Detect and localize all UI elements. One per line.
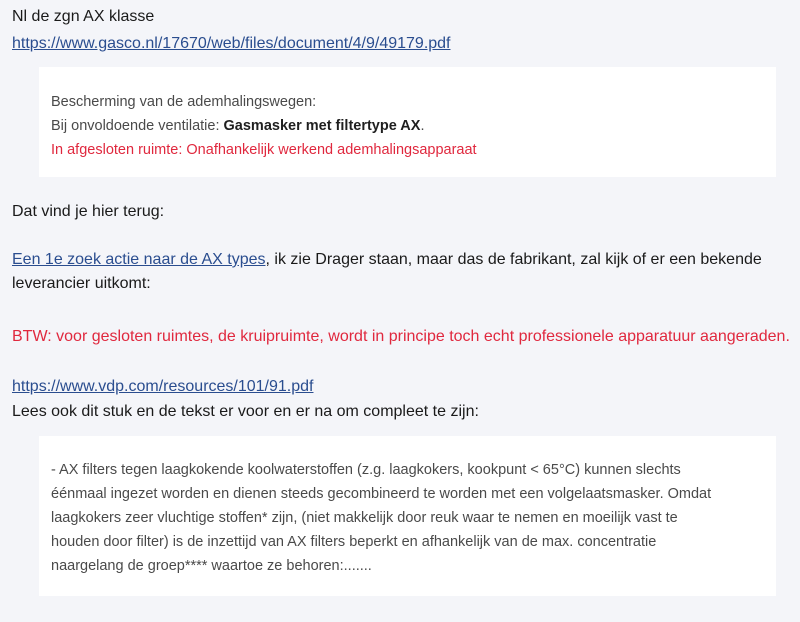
para-lees-ook: Lees ook dit stuk en de tekst er voor en er na om compleet te zijn: — [12, 403, 479, 420]
para-zoek-actie — [12, 248, 762, 272]
quote2-line: houden door filter) is de inzettijd van AX filters beperkt en afhankelijk van de max. concentratie — [51, 534, 657, 550]
quote-line-afgesloten-ruimte: In afgesloten ruimte: Onafhankelijk werkend ademhalingsapparaat — [51, 142, 477, 158]
intro-text: Nl de zgn AX klasse — [12, 8, 155, 25]
quote-block-gasco — [39, 67, 776, 177]
gasmasker-bold: Gasmasker met filtertype AX — [223, 118, 421, 134]
para-zoek-actie-line2: leverancier uitkomt: — [12, 275, 151, 292]
ventilatie-label: Bij onvoldoende ventilatie: — [51, 118, 224, 134]
quote-block-ax-filters — [39, 436, 776, 596]
zoek-actie-text: , ik zie Drager staan, maar das de fabrikant, zal kijk of er een bekende — [265, 251, 762, 268]
vdp-pdf-link[interactable]: https://www.vdp.com/resources/101/91.pdf — [12, 378, 314, 395]
btw-note: BTW: voor gesloten ruimtes, de kruipruimte, wordt in principe toch echt professionele apparatuur aangeraden. — [12, 328, 790, 345]
quote-line-bescherming: Bescherming van de ademhalingswegen: — [51, 94, 317, 110]
zoek-actie-link[interactable]: Een 1e zoek actie naar de AX types — [12, 251, 266, 268]
quote2-line: laagkokers zeer vluchtige stoffen* zijn, (niet makkelijk door reuk waar te nemen en moeilijk vast te — [51, 510, 678, 526]
quote2-line: naargelang de groep**** waartoe ze behoren:....... — [51, 558, 372, 574]
quote2-line: éénmaal ingezet worden en dienen steeds gecombineerd te worden met een volgelaatsmasker. Omdat — [51, 486, 712, 502]
quote-line-ventilatie — [51, 114, 776, 138]
gasco-pdf-link[interactable]: https://www.gasco.nl/17670/web/files/document/4/9/49179.pdf — [12, 35, 451, 52]
ventilatie-suffix: . — [420, 118, 425, 134]
quote2-line: - AX filters tegen laagkokende koolwaterstoffen (z.g. laagkokers, kookpunt < 65°C) kunnen slechts — [51, 462, 681, 478]
para-dat-vind-je: Dat vind je hier terug: — [12, 203, 165, 220]
